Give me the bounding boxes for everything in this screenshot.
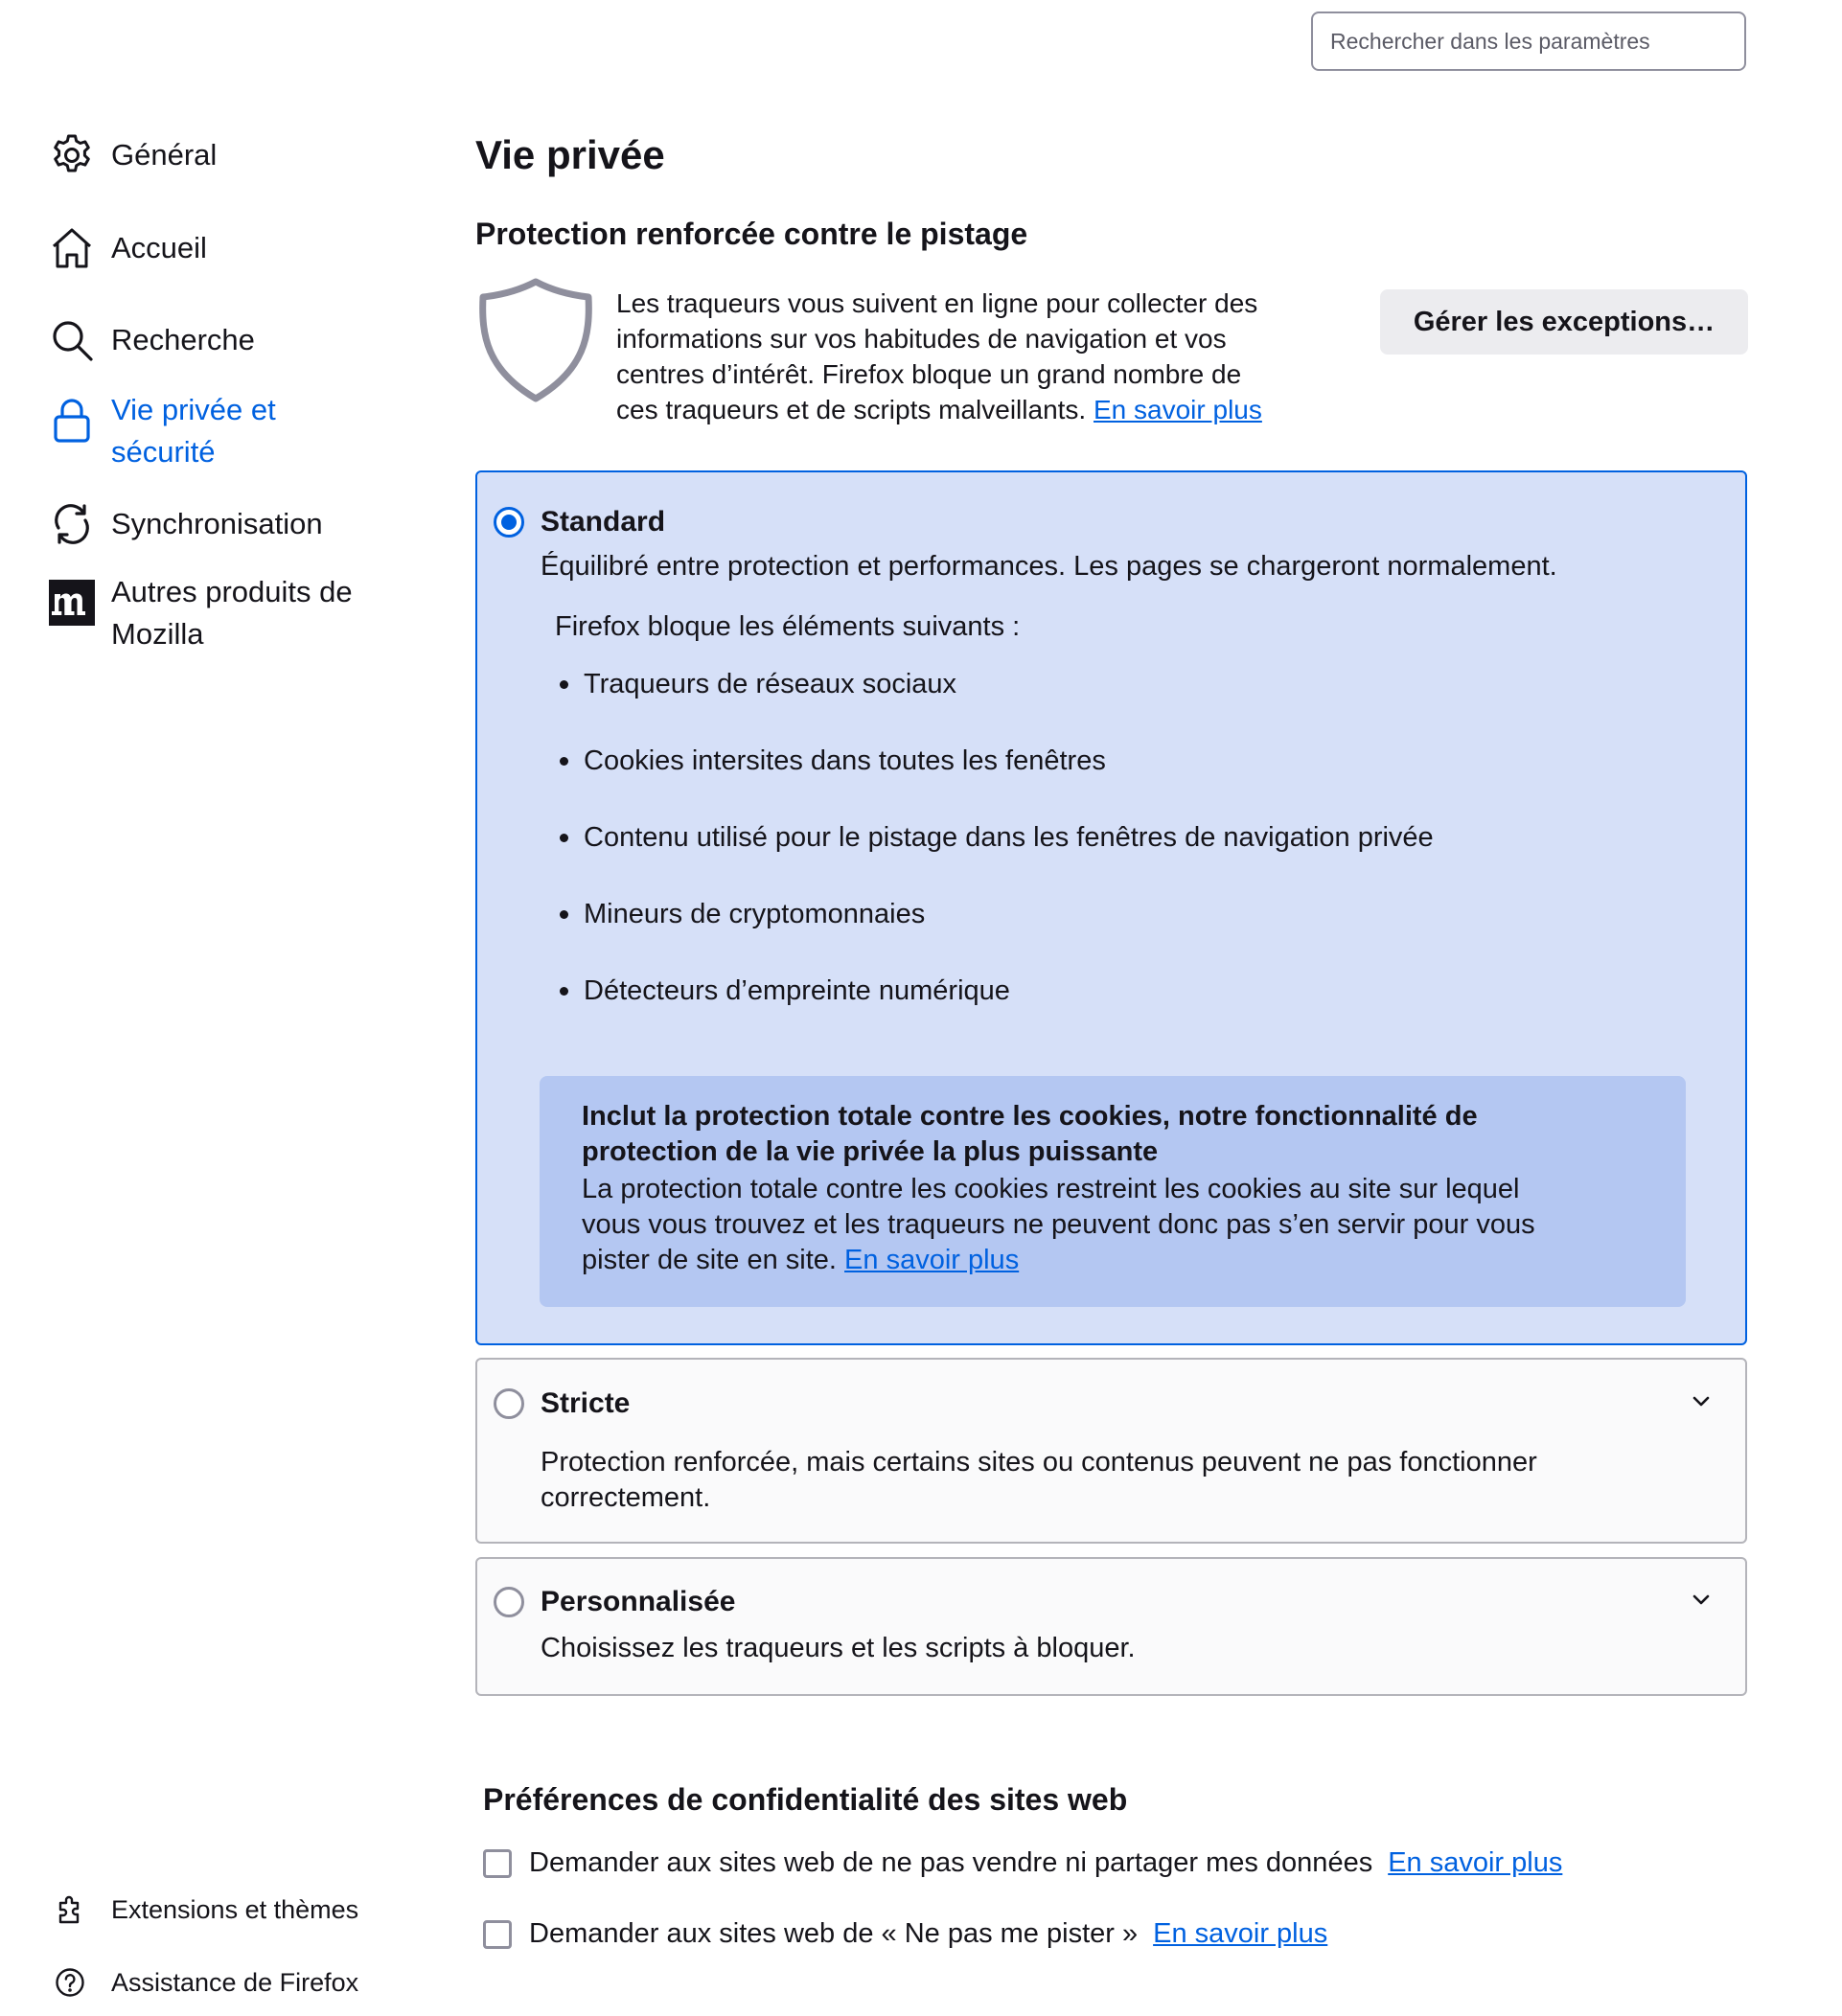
- gpc-row: [483, 1847, 1562, 1879]
- sidebar-item-mozilla-products[interactable]: [48, 571, 353, 655]
- help-icon: [54, 1966, 86, 1999]
- chevron-down-icon[interactable]: [1689, 1587, 1714, 1612]
- dnt-label[interactable]: Demander aux sites web de « Ne pas me pister »: [529, 1918, 1139, 1949]
- custom-desc: Choisissez les traqueurs et les scripts à bloquer.: [541, 1633, 1136, 1663]
- tcp-desc: [582, 1172, 1644, 1278]
- tcp-desc-line: vous vous trouvez et les traqueurs ne peuvent donc pas s’en servir pour vous: [582, 1209, 1535, 1240]
- list-item: [560, 975, 1010, 1007]
- tcp-title-line: Inclut la protection totale contre les cookies, notre fonctionnalité de: [582, 1101, 1478, 1132]
- chevron-down-icon[interactable]: [1689, 1388, 1714, 1413]
- footer-item-label: Assistance de Firefox: [111, 1967, 359, 1997]
- etp-learn-more-link[interactable]: En savoir plus: [1094, 395, 1262, 424]
- standard-radio[interactable]: [494, 507, 524, 538]
- list-item: [560, 822, 1434, 854]
- sidebar-item-label: Accueil: [111, 231, 207, 264]
- tcp-learn-more-link[interactable]: En savoir plus: [844, 1245, 1020, 1275]
- sidebar-item-label: Vie privée et: [111, 393, 276, 426]
- blocks-heading: Firefox bloque les éléments suivants :: [555, 611, 1021, 642]
- dnt-checkbox[interactable]: [483, 1920, 512, 1949]
- home-icon: [48, 224, 96, 272]
- list-item: [560, 745, 1106, 777]
- etp-intro-line: Les traqueurs vous suivent en ligne pour collecter des: [616, 288, 1258, 318]
- tcp-desc-line: pister de site en site.: [582, 1245, 837, 1275]
- mozilla-icon: [48, 579, 96, 627]
- strict-option-card[interactable]: [475, 1358, 1747, 1544]
- sidebar-item-label: sécurité: [111, 435, 216, 469]
- list-item-text: Mineurs de cryptomonnaies: [584, 899, 926, 929]
- list-item-text: Traqueurs de réseaux sociaux: [584, 669, 957, 699]
- list-item-text: Détecteurs d’empreinte numérique: [584, 975, 1010, 1006]
- search-icon: [48, 316, 96, 364]
- dnt-learn-more-link[interactable]: En savoir plus: [1153, 1918, 1328, 1949]
- sidebar-item-label: Mozilla: [111, 617, 204, 651]
- sidebar-item-label: Synchronisation: [111, 507, 323, 540]
- strict-desc: [541, 1445, 1537, 1516]
- strict-radio[interactable]: [494, 1388, 524, 1419]
- website-prefs-heading: Préférences de confidentialité des sites web: [483, 1782, 1128, 1817]
- sync-icon: [48, 500, 96, 548]
- sidebar-item-privacy[interactable]: [48, 389, 276, 473]
- manage-exceptions-button[interactable]: Gérer les exceptions…: [1380, 289, 1748, 355]
- etp-intro-line: informations sur vos habitudes de navigation et vos: [616, 324, 1227, 354]
- sidebar-item-home[interactable]: [48, 224, 207, 272]
- sidebar-item-label: Général: [111, 138, 218, 172]
- custom-title: Personnalisée: [541, 1586, 736, 1617]
- strict-desc-line: Protection renforcée, mais certains sites ou contenus peuvent ne pas fonctionner: [541, 1447, 1537, 1478]
- total-cookie-protection-box: [540, 1076, 1686, 1307]
- list-item-text: Contenu utilisé pour le pistage dans les fenêtres de navigation privée: [584, 822, 1434, 853]
- sidebar-item-label: Autres produits de: [111, 575, 353, 608]
- standard-title: Standard: [541, 506, 666, 538]
- list-item: [560, 669, 956, 700]
- gpc-label[interactable]: Demander aux sites web de ne pas vendre ni partager mes données: [529, 1847, 1373, 1878]
- page-title: Vie privée: [475, 132, 665, 177]
- strict-desc-line: correctement.: [541, 1482, 711, 1513]
- tcp-title-line: protection de la vie privée la plus puissante: [582, 1136, 1159, 1167]
- sidebar-item-search[interactable]: [48, 316, 255, 364]
- lock-icon: [48, 397, 96, 445]
- etp-intro-line: ces traqueurs et de scripts malveillants.: [616, 395, 1087, 424]
- gpc-checkbox[interactable]: [483, 1849, 512, 1878]
- sidebar-item-sync[interactable]: [48, 500, 323, 548]
- puzzle-icon: [54, 1893, 86, 1926]
- custom-option-card[interactable]: [475, 1557, 1747, 1696]
- sidebar-footer-support[interactable]: [54, 1966, 358, 1999]
- settings-search-input[interactable]: Rechercher dans les paramètres: [1311, 11, 1746, 71]
- custom-radio[interactable]: [494, 1587, 524, 1617]
- shield-icon: [477, 278, 594, 407]
- etp-heading: Protection renforcée contre le pistage: [475, 217, 1028, 251]
- dnt-row: [483, 1918, 1327, 1950]
- etp-intro-line: centres d’intérêt. Firefox bloque un grand nombre de: [616, 359, 1242, 389]
- etp-intro: [616, 286, 1345, 427]
- tcp-desc-line: La protection totale contre les cookies restreint les cookies au site sur lequel: [582, 1174, 1520, 1204]
- sidebar-footer-extensions[interactable]: [54, 1893, 358, 1926]
- strict-title: Stricte: [541, 1387, 631, 1419]
- tcp-title: [582, 1099, 1644, 1170]
- sidebar-item-general[interactable]: [48, 131, 217, 179]
- list-item: [560, 899, 925, 930]
- gear-icon: [48, 131, 96, 179]
- standard-desc: Équilibré entre protection et performances. Les pages se chargeront normalement.: [541, 551, 1557, 582]
- gpc-learn-more-link[interactable]: En savoir plus: [1388, 1847, 1563, 1878]
- sidebar-item-label: Recherche: [111, 323, 255, 356]
- footer-item-label: Extensions et thèmes: [111, 1894, 359, 1924]
- list-item-text: Cookies intersites dans toutes les fenêtres: [584, 745, 1106, 776]
